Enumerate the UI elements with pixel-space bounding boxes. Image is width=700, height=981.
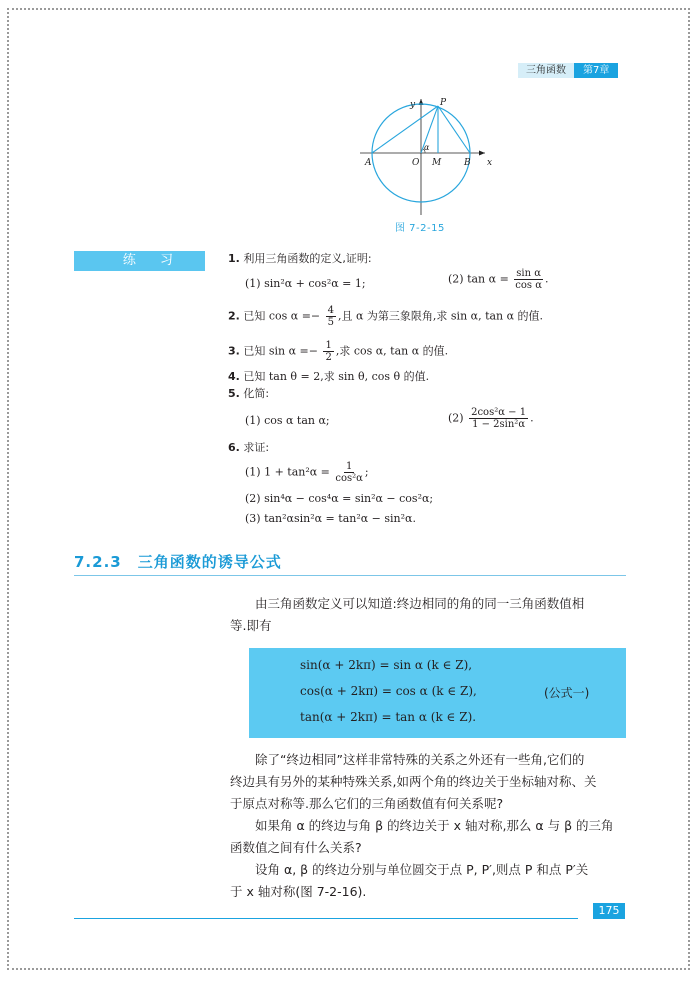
label-alpha: α: [424, 143, 430, 152]
practice-label: 练 习: [74, 251, 205, 271]
section-heading: [74, 551, 282, 572]
formula-cos: cos(α + 2kπ) = cos α (k ∈ Z),: [300, 684, 477, 698]
exercise-4: 4. 已知 tan θ = 2,求 sin θ, cos θ 的值.: [228, 370, 430, 383]
unit-circle-figure: [360, 95, 495, 220]
exercise-5-part-1: (1) cos α tan α;: [245, 414, 330, 427]
exercise-2: 2. 已知 cos α =− $\frac{4}{5}$ ,且 α 为第三象限角,求 sin α, tan α 的值.: [228, 305, 544, 328]
fraction: $\frac{4}{5}$: [327, 305, 334, 328]
page-number: 175: [593, 903, 625, 919]
exercise-3: 3. 已知 sin α =− $\frac{1}{2}$ ,求 cos α, tan α 的值.: [228, 340, 449, 363]
exercise-5-part-2: (2) $\frac{\text{2cos²α − 1}}{\text{1 − 2sin²α}}$ .: [448, 407, 534, 430]
label-M: M: [432, 158, 442, 168]
exercise-1-part-1: (1) sin²α + cos²α = 1;: [245, 277, 366, 290]
section-number: 7.2.3: [74, 553, 122, 571]
section-title: 三角函数的诱导公式: [137, 553, 282, 571]
footer-divider: [74, 918, 578, 919]
fraction: $\frac{1}{\text{cos²α}}$: [335, 461, 363, 484]
section-divider: [74, 575, 626, 576]
paragraph-1: 除了“终边相同”这样非常特殊的关系之外还有一些角,它们的 终边具有另外的某种特殊关系,如两个角的终边关于坐标轴对称、关 于原点对称等.那么它们的三角函数值有何关系呢?: [230, 752, 597, 811]
label-y: y: [410, 100, 416, 110]
paragraph-2: 如果角 α 的终边与角 β 的终边关于 x 轴对称,那么 α 与 β 的三角 函数值之间有什么关系?: [230, 818, 614, 855]
label-B: B: [464, 158, 471, 168]
label-A: A: [365, 158, 372, 168]
formula-sin: sin(α + 2kπ) = sin α (k ∈ Z),: [300, 658, 473, 672]
paragraph-3: 设角 α, β 的终边分别与单位圆交于点 P, P′,则点 P 和点 P′关 于 x 轴对称(图 7-2-16).: [230, 862, 589, 899]
exercise-6-part-3: (3) tan²αsin²α = tan²α − sin²α.: [245, 512, 416, 525]
label-O: O: [412, 158, 420, 168]
formula-tag: (公式一): [544, 686, 590, 700]
exercise-1-part-2: (2) tan α = $\frac{\text{sin α}}{\text{cos α}}$ .: [448, 268, 549, 291]
formula-tan: tan(α + 2kπ) = tan α (k ∈ Z).: [300, 710, 477, 724]
fraction: $\frac{\text{sin α}}{\text{cos α}}$: [515, 268, 542, 291]
exercise-1: 1. 利用三角函数的定义,证明:: [228, 252, 372, 265]
intro-paragraph: 由三角函数定义可以知道:终边相同的角的同一三角函数值相 等.即有: [230, 596, 585, 633]
label-x: x: [487, 158, 493, 168]
exercise-6-part-1: (1) 1 + tan²α = $\frac{1}{\text{cos²α}}$ ;: [245, 461, 369, 484]
exercise-5: 5. 化简:: [228, 387, 270, 400]
fraction: $\frac{\text{2cos²α − 1}}{\text{1 − 2sin²α}}$: [471, 407, 527, 430]
chapter-header: [518, 63, 618, 78]
chapter-number: 第7章: [574, 63, 618, 78]
chapter-name: 三角函数: [518, 63, 574, 78]
exercise-6: 6. 求证:: [228, 441, 270, 454]
exercise-6-part-2: (2) sin⁴α − cos⁴α = sin²α − cos²α;: [245, 492, 434, 505]
label-P: P: [440, 98, 447, 108]
figure-caption: 图 7-2-15: [395, 223, 445, 234]
fraction: $\frac{1}{2}$: [325, 340, 332, 363]
